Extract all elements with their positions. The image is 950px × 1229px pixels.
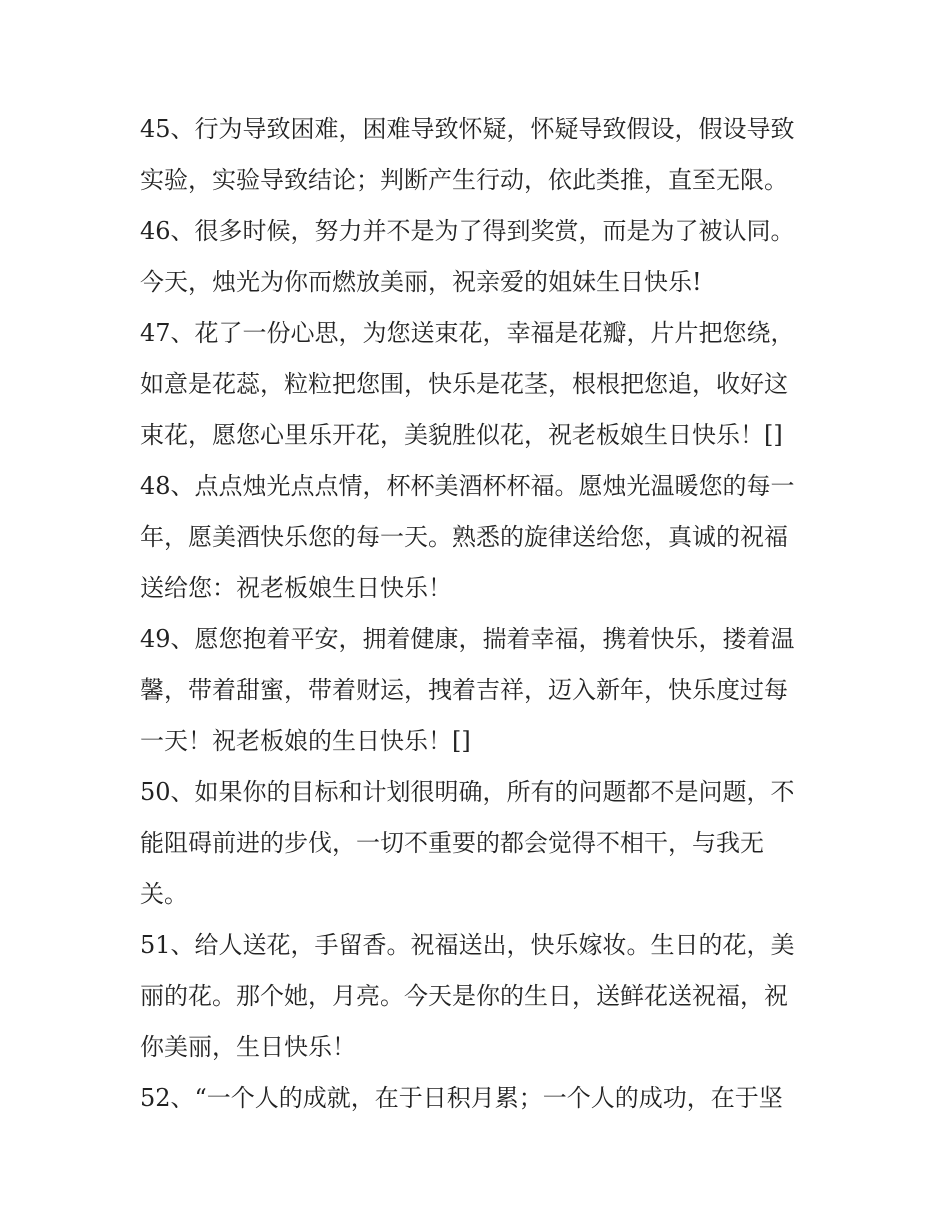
text-line: 47、花了一份心思，为您送束花，幸福是花瓣，片片把您绕，	[140, 319, 795, 347]
text-line: 今天，烛光为你而燃放美丽，祝亲爱的姐妹生日快乐!	[140, 268, 702, 296]
text-line: 51、给人送花，手留香。祝福送出，快乐嫁妆。生日的花，美	[140, 931, 795, 959]
text-line: 45、行为导致困难，困难导致怀疑，怀疑导致假设，假设导致	[140, 115, 795, 143]
text-line: 50、如果你的目标和计划很明确，所有的问题都不是问题，不	[140, 778, 795, 806]
text-line: 52、“一个人的成就，在于日积月累；一个人的成功，在于坚	[140, 1084, 783, 1112]
text-line: 束花，愿您心里乐开花，美貌胜似花，祝老板娘生日快乐！[]	[140, 421, 783, 449]
text-line: 46、很多时候，努力并不是为了得到奖赏，而是为了被认同。	[140, 217, 795, 245]
text-line: 如意是花蕊，粒粒把您围，快乐是花茎，根根把您追，收好这	[140, 370, 788, 398]
text-line: 实验，实验导致结论；判断产生行动，依此类推，直至无限。	[140, 166, 788, 194]
text-line: 49、愿您抱着平安，拥着健康，揣着幸福，携着快乐，搂着温	[140, 625, 795, 653]
text-line: 丽的花。那个她，月亮。今天是你的生日，送鲜花送祝福，祝	[140, 982, 788, 1010]
text-line: 一天！祝老板娘的生日快乐！[]	[140, 727, 471, 755]
text-line: 能阻碍前进的步伐，一切不重要的都会觉得不相干，与我无	[140, 829, 764, 857]
text-line: 48、点点烛光点点情，杯杯美酒杯杯福。愿烛光温暖您的每一	[140, 472, 795, 500]
text-line: 关。	[140, 880, 188, 908]
text-line: 年，愿美酒快乐您的每一天。熟悉的旋律送给您，真诚的祝福	[140, 523, 788, 551]
document-body	[140, 104, 820, 1124]
text-line: 馨，带着甜蜜，带着财运，拽着吉祥，迈入新年，快乐度过每	[140, 676, 788, 704]
text-line: 送给您：祝老板娘生日快乐！	[140, 574, 452, 602]
text-line: 你美丽，生日快乐！	[140, 1033, 356, 1061]
